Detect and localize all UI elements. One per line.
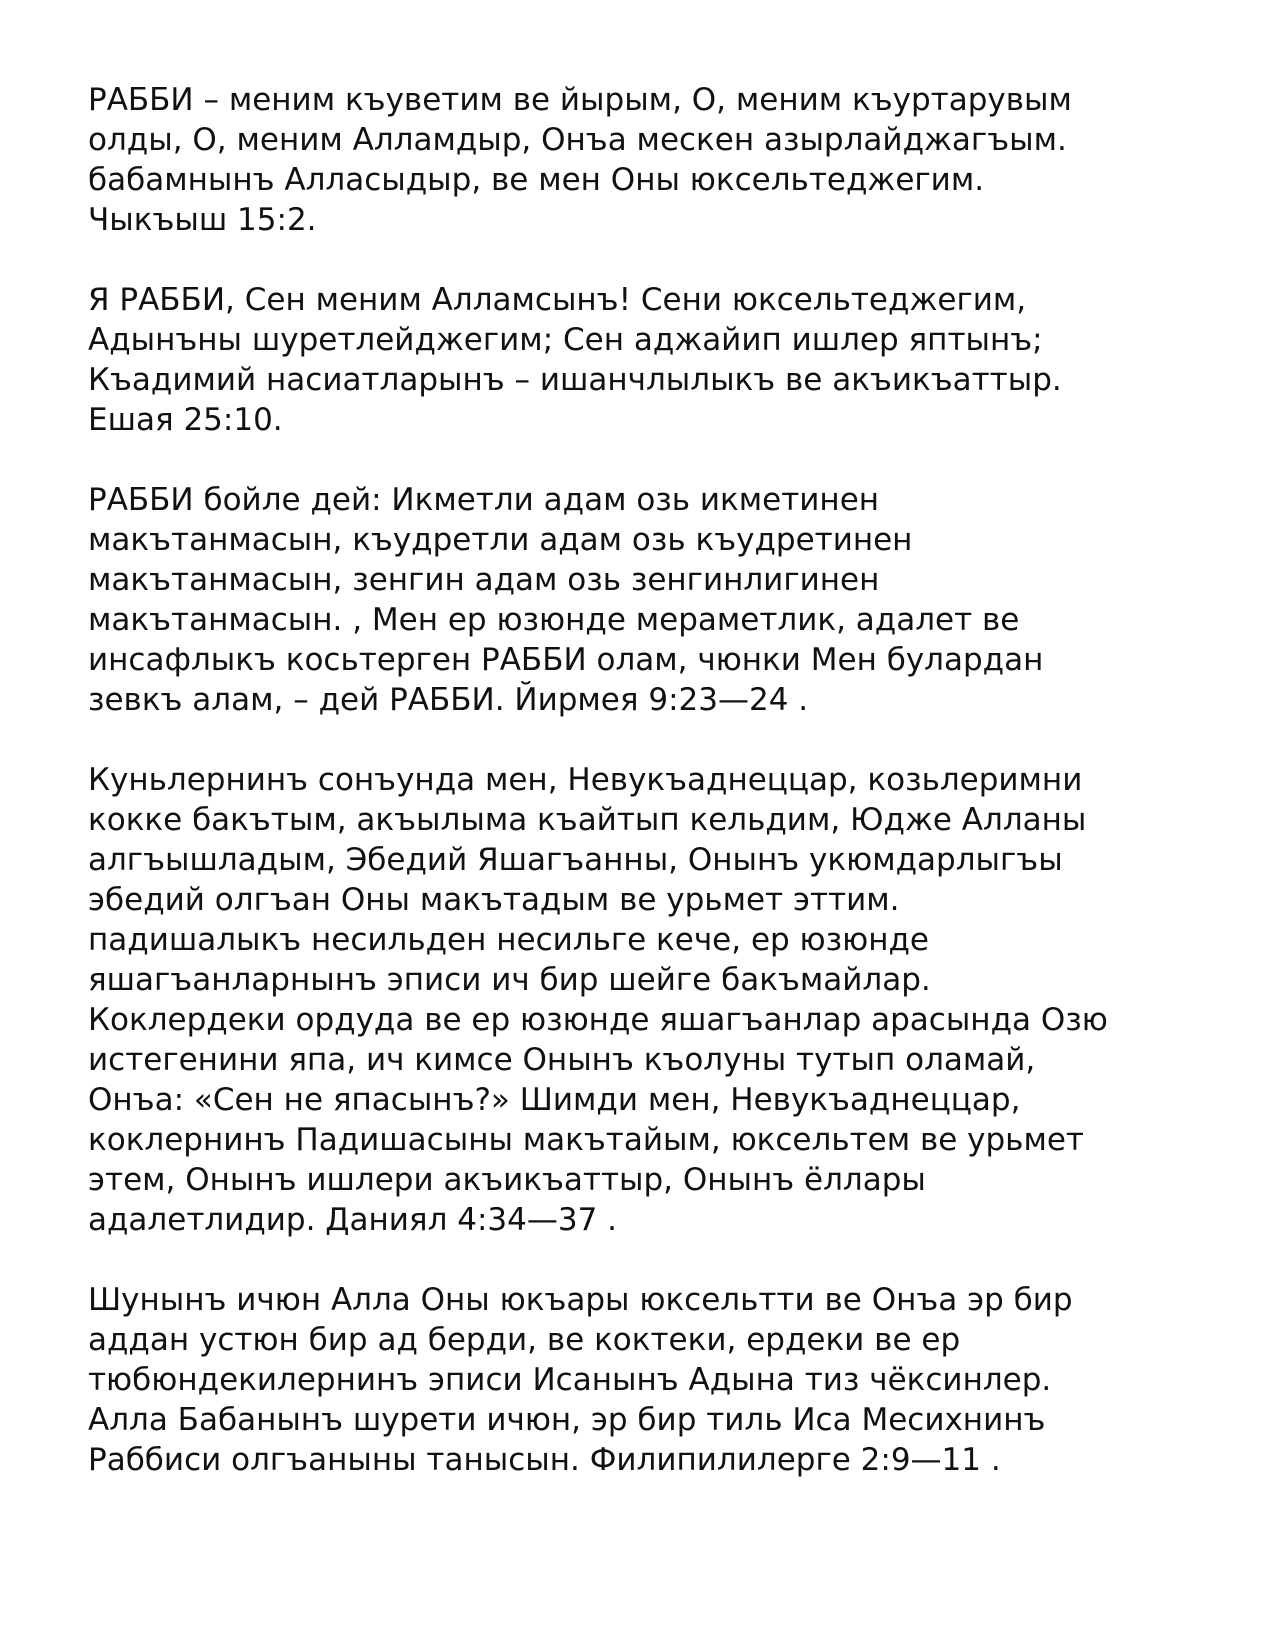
passage-line: этем, Онынъ ишлери акъикъаттыр, Онынъ ёллары [88,1162,926,1198]
document-page [88,80,1208,1520]
passage-line: зевкъ алам, – дей РАББИ. Йирмея 9:23—24 . [88,682,809,718]
passage-line: Раббиси олгъаныны танысын. Филипилилерге 2:9—11 . [88,1442,1001,1478]
scripture-passage [88,760,1208,1240]
passage-line: макътанмасын. , Мен ер юзюнде мераметлик, адалет ве [88,602,1020,638]
passage-line: коклернинъ Падишасыны макътайым, юксельтем ве урьмет [88,1122,1084,1158]
passage-line: тюбюндекилернинъ эписи Исанынъ Адына тиз чёксинлер. [88,1362,1052,1398]
passage-line: Адынъны шуретлейджегим; Сен аджайип ишлер яптынъ; [88,322,1043,358]
passage-line: истегенини япа, ич кимсе Онынъ къолуны тутып оламай, [88,1042,1036,1078]
passage-line: инсафлыкъ косьтерген РАББИ олам, чюнки Мен булардан [88,642,1044,678]
passage-line: кокке бакътым, акъылыма къайтып кельдим, Юдже Алланы [88,802,1087,838]
passage-line: Онъа: «Сен не япасынъ?» Шимди мен, Невукъаднеццар, [88,1082,1021,1118]
passage-line: яшагъанларнынъ эписи ич бир шейге бакъмайлар. [88,962,931,998]
passage-line: макътанмасын, зенгин адам озь зенгинлигинен [88,562,880,598]
passage-line: адалетлидир. Даниял 4:34—37 . [88,1202,618,1238]
scripture-passage [88,1280,1208,1480]
passage-line: аддан устюн бир ад берди, ве коктеки, ердеки ве ер [88,1322,961,1358]
scripture-passage [88,280,1208,440]
passage-line: макътанмасын, къудретли адам озь къудретинен [88,522,913,558]
passage-line: падишалыкъ несильден несильге кече, ер юзюнде [88,922,929,958]
scripture-passage [88,480,1208,720]
passage-line: Куньлернинъ сонъунда мен, Невукъаднеццар, козьлеримни [88,762,1083,798]
passage-line: алгъышладым, Эбедий Яшагъанны, Онынъ укюмдарлыгъы [88,842,1063,878]
passage-list [88,80,1208,1480]
passage-line: Шунынъ ичюн Алла Оны юкъары юксельтти ве Онъа эр бир [88,1282,1073,1318]
scripture-passage [88,80,1208,240]
passage-line: Чыкъыш 15:2. [88,202,317,238]
passage-line: РАББИ бойле дей: Икметли адам озь икметинен [88,482,880,518]
passage-line: бабамнынъ Алласыдыр, ве мен Оны юксельтеджегим. [88,162,985,198]
passage-line: Коклердеки ордуда ве ер юзюнде яшагъанлар арасында Озю [88,1002,1108,1038]
passage-line: Алла Бабанынъ шурети ичюн, эр бир тиль Иса Месихнинъ [88,1402,1046,1438]
passage-line: Я РАББИ, Сен меним Алламсынъ! Сени юксельтеджегим, [88,282,1027,318]
passage-line: Ешая 25:10. [88,402,283,438]
passage-line: эбедий олгъан Оны макътадым ве урьмет эттим. [88,882,900,918]
passage-line: Къадимий насиатларынъ – ишанчлылыкъ ве акъикъаттыр. [88,362,1062,398]
passage-line: олды, О, меним Алламдыр, Онъа мескен азырлайджагъым. [88,122,1067,158]
passage-line: РАББИ – меним къуветим ве йырым, О, меним къуртарувым [88,82,1072,118]
